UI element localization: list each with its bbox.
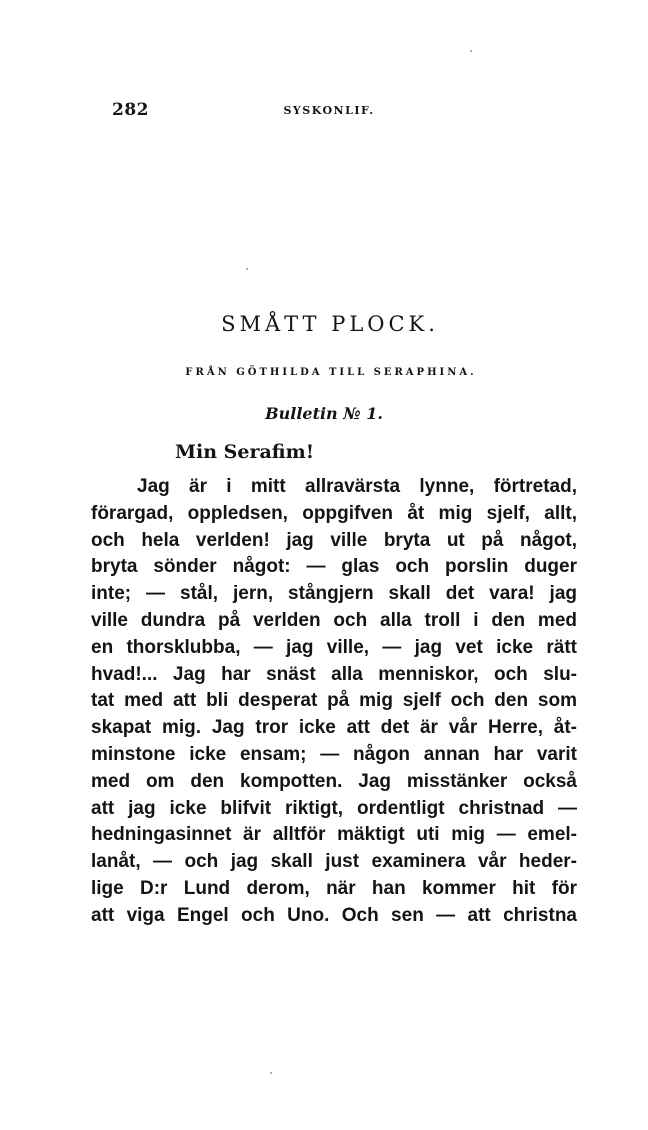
text-line: att jag icke blifvit riktigt, ordentligt christnad — (91, 797, 577, 819)
paper-speck (246, 268, 248, 270)
section-title: SMÅTT PLOCK. (221, 312, 439, 336)
section-subtitle: FRÅN GÖTHILDA TILL SERAPHINA. (185, 367, 477, 378)
paper-speck (270, 1072, 272, 1074)
letter-body (91, 474, 577, 930)
text-line: minstone icke ensam; — någon annan har varit (91, 743, 577, 765)
page-number: 282 (112, 100, 149, 120)
text-line: förargad, oppledsen, oppgifven åt mig sjelf, allt, (91, 502, 577, 524)
text-line: inte; — stål, jern, stångjern skall det vara! jag (91, 583, 577, 605)
paper-speck (470, 50, 472, 52)
bulletin-label: Bulletin № 1. (265, 404, 383, 423)
text-line: hedningasinnet är alltför mäktigt uti mig — emel- (91, 824, 577, 846)
letter-salutation: Min Serafim! (175, 441, 315, 463)
text-line: skapat mig. Jag tror icke att det är vår Herre, åt- (91, 717, 577, 739)
text-line: Jag är i mitt allravärsta lynne, förtretad, (137, 476, 577, 497)
text-line: lige D:r Lund derom, när han kommer hit för (91, 877, 577, 899)
text-line: och hela verlden! jag ville bryta ut på något, (91, 529, 577, 551)
text-line: med om den kompotten. Jag misstänker också (91, 770, 577, 792)
text-line: lanåt, — och jag skall just examinera vår heder- (91, 851, 577, 873)
running-head: SYSKONLIF. (283, 104, 375, 117)
text-line: att viga Engel och Uno. Och sen — att christna (91, 904, 577, 926)
text-line: en thorsklubba, — jag ville, — jag vet icke rätt (91, 636, 577, 658)
text-line: ville dundra på verlden och alla troll i den med (91, 609, 577, 631)
text-line: tat med att bli desperat på mig sjelf och den som (91, 690, 577, 712)
text-line: bryta sönder något: — glas och porslin duger (91, 556, 577, 578)
text-line: hvad!... Jag har snäst alla menniskor, och slu- (91, 663, 577, 685)
